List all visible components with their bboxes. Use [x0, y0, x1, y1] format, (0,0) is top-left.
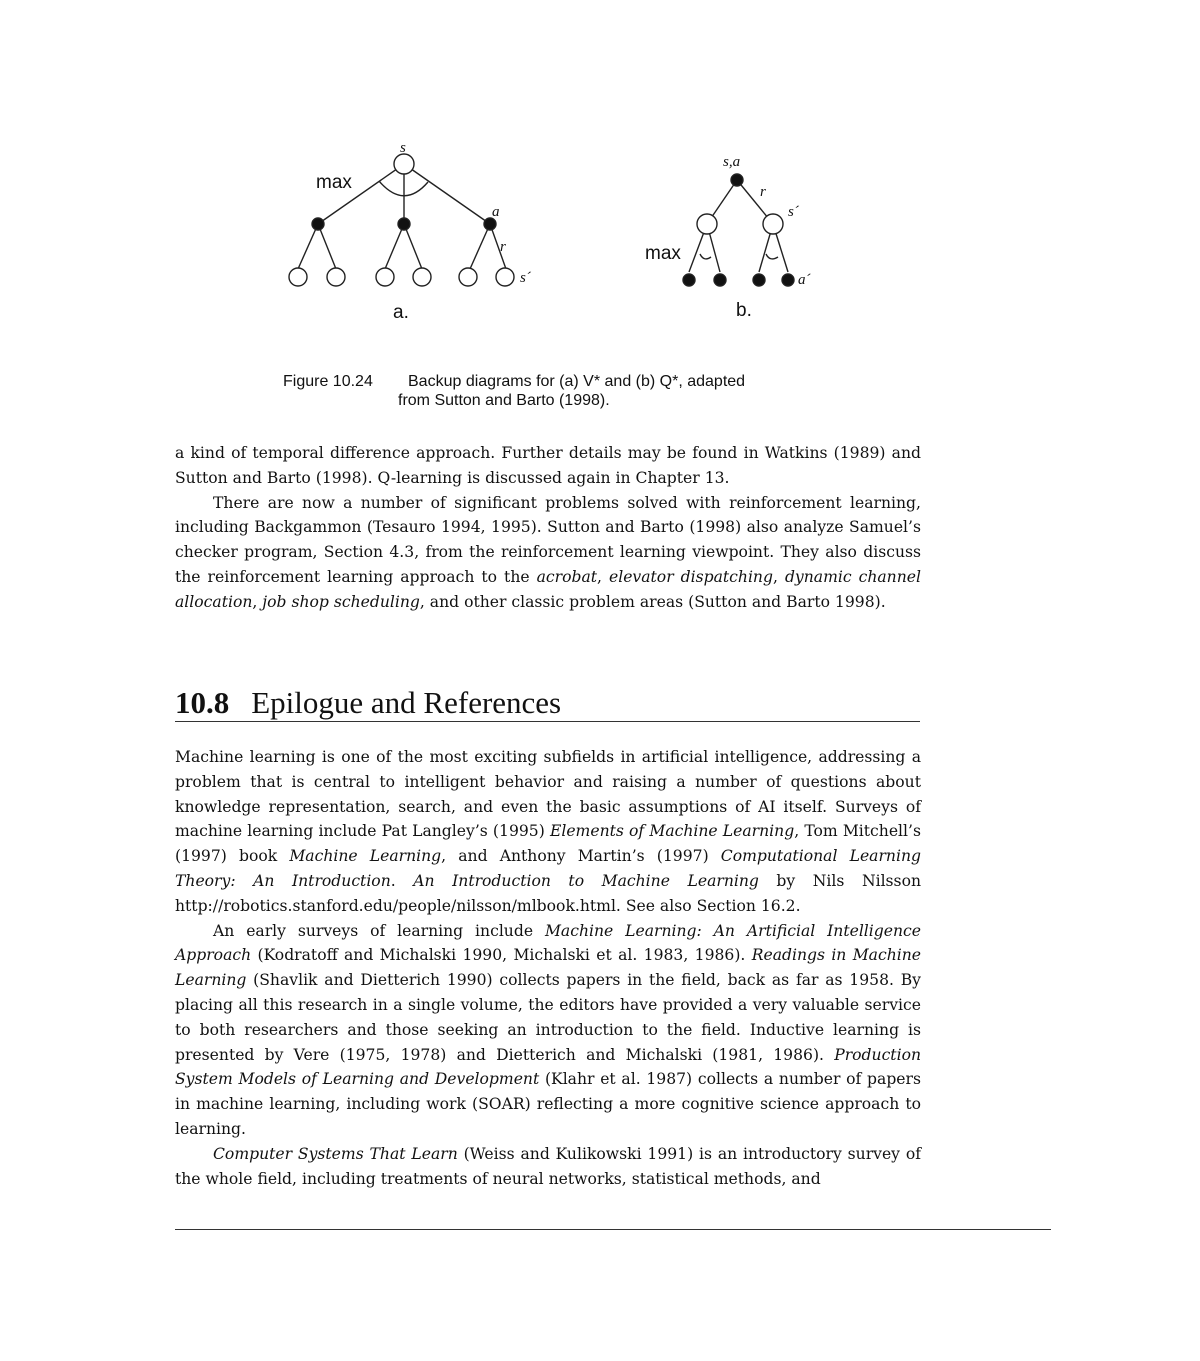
next-state-node	[763, 214, 783, 234]
diagram-b-max-label: max	[645, 243, 681, 264]
caption-line-2: from Sutton and Barto (1998).	[398, 392, 610, 409]
diagram-a-root-label: s	[400, 140, 406, 156]
footer-rule	[175, 1229, 1051, 1230]
next-action-node	[753, 274, 765, 286]
paragraph: An early surveys of learning include Machine Learning: An Artificial Intelligence Approach (Kodratoff and Michalski 1990, Michalski et al. 1983, 1986). Readings in Machine Learning (Shavlik and Dietterich 1990) collects papers in the field, back as far as 1958. By placing all this research in a single volume, the editors have provided a very valuable service to both researchers and those seeking an introduction to the field. Inductive learning is presented by Vere (1975, 1978) and Dietterich and Michalski (1981, 1986). Production System Models of Learning and Development (Klahr et al. 1987) collects a number of papers in machine learning, including work (SOAR) reflecting a more cognitive science approach to learning.	[175, 921, 922, 1138]
action-node	[398, 218, 410, 230]
diagram-b-reward-label: r	[760, 184, 766, 200]
diagram-a-next-state-label: s´	[520, 270, 531, 286]
next-state-node	[697, 214, 717, 234]
section-heading	[175, 684, 920, 722]
state-node	[376, 268, 394, 286]
paragraph: Machine learning is one of the most exciting subfields in artificial intelligence, addressing a problem that is central to intelligent behavior and raising a number of questions about knowledge representation, search, and even the basic assumptions of AI itself. Surveys of machine learning include Pat Langley’s (1995) Elements of Machine Learning, Tom Mitchell’s (1997) book Machine Learning, and Anthony Martin’s (1997) Computational Learning Theory: An Introduction. An Introduction to Machine Learning by Nils Nilsson http://robotics.stanford.edu/people/nilsson/mlbook.html. See also Section 16.2.	[175, 748, 921, 915]
action-node	[312, 218, 324, 230]
root-state-node	[394, 154, 414, 174]
next-action-node	[782, 274, 794, 286]
backup-diagram-figure	[0, 0, 1200, 340]
next-action-node	[683, 274, 695, 286]
body-text-top	[175, 441, 921, 615]
body-text-section	[175, 745, 921, 1191]
paragraph: Computer Systems That Learn (Weiss and Kulikowski 1991) is an introductory survey of the whole field, including treatments of neural networks, statistical methods, and	[175, 1144, 921, 1188]
diagram-b-next-state-label: s´	[788, 204, 799, 220]
section-title: Epilogue and References	[251, 685, 562, 720]
section-number: 10.8	[175, 685, 230, 720]
next-action-node	[714, 274, 726, 286]
diagram-a-action-label: a	[492, 204, 500, 220]
figure-caption	[283, 372, 843, 410]
caption-line-1: Backup diagrams for (a) V* and (b) Q*, adapted	[408, 373, 746, 390]
state-node	[496, 268, 514, 286]
diagram-b-panel-label: b.	[736, 300, 752, 321]
root-state-action-node	[731, 174, 743, 186]
state-node	[289, 268, 307, 286]
diagram-a-max-label: max	[316, 172, 352, 193]
diagram-a-panel-label: a.	[393, 302, 409, 323]
diagram-b-root-label: s,a	[723, 154, 741, 170]
paragraph: There are now a number of significant problems solved with reinforcement learning, including Backgammon (Tesauro 1994, 1995). Sutton and Barto (1998) also analyze Samuel’s checker program, Section 4.3, from the reinforcement learning viewpoint. They also discuss the reinforcement learning approach to the acrobat, elevator dispatching, dynamic channel allocation, job shop scheduling, and other classic problem areas (Sutton and Barto 1998).	[175, 493, 921, 611]
state-node	[413, 268, 431, 286]
state-node	[327, 268, 345, 286]
state-node	[459, 268, 477, 286]
diagram-b	[683, 174, 794, 286]
diagram-b-next-action-label: a´	[798, 272, 811, 288]
diagram-a-reward-label: r	[500, 239, 506, 255]
figure-number: Figure 10.24	[283, 373, 373, 390]
paragraph: a kind of temporal difference approach. Further details may be found in Watkins (1989) and Sutton and Barto (1998). Q-learning is discussed again in Chapter 13.	[175, 444, 921, 487]
